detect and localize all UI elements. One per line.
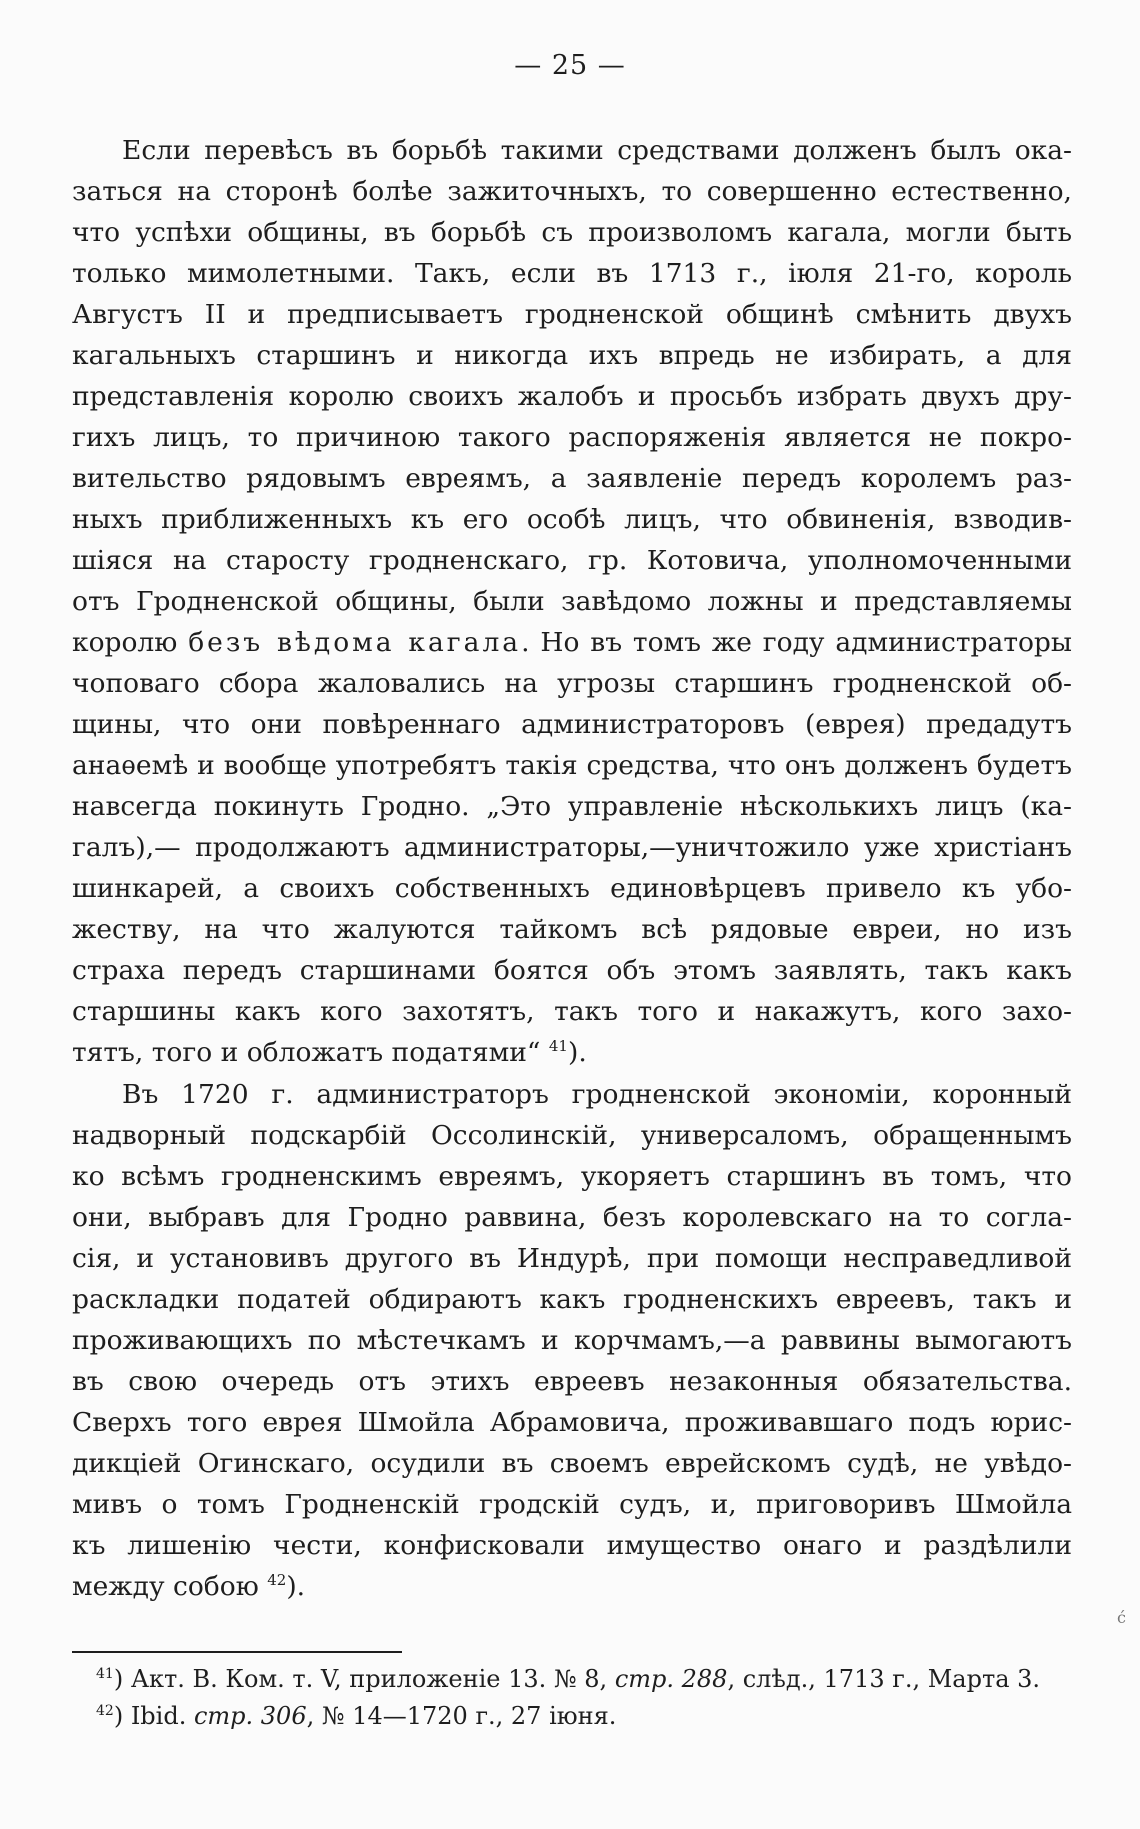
spaced-phrase: безъ вѣдома кагала bbox=[188, 627, 522, 658]
text-fragment: тятъ, того и обложатъ податями“ bbox=[72, 1037, 549, 1068]
text-line: проживающихъ по мѣстечкамъ и корчмамъ,—а раввины вымогаютъ bbox=[72, 1325, 1072, 1356]
text-fragment: . Но въ томъ же году администраторы bbox=[521, 627, 1072, 658]
text-line: раскладки податей обдираютъ какъ гродненскихъ евреевъ, такъ и bbox=[72, 1284, 1072, 1315]
text-line: кагальныхъ старшинъ и никогда ихъ впредь не избирать, а для bbox=[72, 340, 1072, 371]
footnote-number: 41 bbox=[96, 1666, 114, 1682]
text-line: ко всѣмъ гродненскимъ евреямъ, укоряетъ старшинъ въ томъ, что bbox=[72, 1161, 1072, 1192]
footnote-41 bbox=[96, 1660, 1071, 1698]
text-line: чоповаго сбора жаловались на угрозы старшинъ гродненской об- bbox=[72, 668, 1072, 699]
text-line: Сверхъ того еврея Шмойла Абрамовича, проживавшаго подъ юрис- bbox=[72, 1407, 1072, 1438]
text-fragment: ). bbox=[567, 1037, 587, 1068]
text-line: представленія королю своихъ жалобъ и просьбъ избрать двухъ дру- bbox=[72, 381, 1072, 412]
footnote-divider bbox=[72, 1651, 402, 1653]
text-line: къ лишенію чести, конфисковали имущество онаго и раздѣлили bbox=[72, 1530, 1072, 1561]
footnote-text: , слѣд., 1713 г., Марта 3. bbox=[727, 1665, 1041, 1693]
text-line: старшины какъ кого захотятъ, такъ того и накажутъ, кого захо- bbox=[72, 996, 1072, 1027]
text-line: Въ 1720 г. администраторъ гродненской экономіи, коронный bbox=[122, 1079, 1072, 1110]
text-line: вительство рядовымъ евреямъ, а заявленіе передъ королемъ раз- bbox=[72, 463, 1072, 494]
footnote-page-ref: стр. 288 bbox=[614, 1665, 728, 1693]
text-line: сія, и установивъ другого въ Индурѣ, при помощи несправедливой bbox=[72, 1243, 1072, 1274]
footnote-text: ) Акт. В. Ком. т. V, приложеніе 13. № 8, bbox=[113, 1665, 615, 1693]
text-line: ныхъ приближенныхъ къ его особѣ лицъ, что обвиненія, взводив- bbox=[72, 504, 1072, 535]
text-line: мивъ о томъ Гродненскій гродскій судъ, и, приговоривъ Шмойла bbox=[72, 1489, 1072, 1520]
text-line: отъ Гродненской общины, были завѣдомо ложны и представляемы bbox=[72, 586, 1072, 617]
footnote-ref[interactable]: 42 bbox=[267, 1571, 287, 1590]
text-line: гихъ лицъ, то причиною такого распоряженія является не покро- bbox=[72, 422, 1072, 453]
footnote-page-ref: стр. 306 bbox=[193, 1702, 307, 1730]
text-line: Августъ II и предписываетъ гродненской общинѣ смѣнить двухъ bbox=[72, 299, 1072, 330]
text-line: жеству, на что жалуются тайкомъ всѣ рядовые евреи, но изъ bbox=[72, 914, 1072, 945]
text-line bbox=[72, 1566, 1072, 1608]
text-line: Если перевѣсъ въ борьбѣ такими средствами долженъ былъ ока- bbox=[122, 135, 1072, 166]
footnote-ref[interactable]: 41 bbox=[548, 1037, 568, 1056]
text-line: анаѳемѣ и вообще употребятъ такія средства, что онъ долженъ будетъ bbox=[72, 750, 1072, 781]
text-fragment: ). bbox=[286, 1571, 306, 1602]
text-line: шинкарей, а своихъ собственныхъ единовѣрцевъ привело къ убо- bbox=[72, 873, 1072, 904]
page-number: — 25 — bbox=[514, 50, 626, 81]
text-line: страха передъ старшинами боятся объ этомъ заявлять, такъ какъ bbox=[72, 955, 1072, 986]
text-line: навсегда покинуть Гродно. „Это управленіе нѣсколькихъ лицъ (ка- bbox=[72, 791, 1072, 822]
stray-mark: ć bbox=[1117, 1608, 1126, 1627]
text-line bbox=[72, 1032, 1072, 1074]
text-line: только мимолетными. Такъ, если въ 1713 г., іюля 21-го, король bbox=[72, 258, 1072, 289]
text-line: щины, что они повѣреннаго администраторовъ (еврея) предадутъ bbox=[72, 709, 1072, 740]
footnote-42 bbox=[96, 1697, 1071, 1735]
text-line: въ свою очередь отъ этихъ евреевъ незаконныя обязательства. bbox=[72, 1366, 1072, 1397]
text-line: дикціей Огинскаго, осудили въ своемъ еврейскомъ судѣ, не увѣдо- bbox=[72, 1448, 1072, 1479]
text-line: надворный подскарбій Оссолинскій, универсаломъ, обращеннымъ bbox=[72, 1120, 1072, 1151]
text-line bbox=[72, 622, 1072, 664]
text-line: что успѣхи общины, въ борьбѣ съ произволомъ кагала, могли быть bbox=[72, 217, 1072, 248]
footnote-text: ) Ibid. bbox=[113, 1702, 194, 1730]
text-line: галъ),— продолжаютъ администраторы,—уничтожило уже христіанъ bbox=[72, 832, 1072, 863]
footnote-number: 42 bbox=[96, 1703, 114, 1719]
text-line: заться на сторонѣ болѣе зажиточныхъ, то совершенно естественно, bbox=[72, 176, 1072, 207]
footnote-text: , № 14—1720 г., 27 іюня. bbox=[306, 1702, 617, 1730]
text-fragment: королю bbox=[72, 627, 189, 658]
text-line: они, выбравъ для Гродно раввина, безъ королевскаго на то согла- bbox=[72, 1202, 1072, 1233]
text-fragment: между собою bbox=[72, 1571, 268, 1602]
text-line: шіяся на старосту гродненскаго, гр. Котовича, уполномоченными bbox=[72, 545, 1072, 576]
